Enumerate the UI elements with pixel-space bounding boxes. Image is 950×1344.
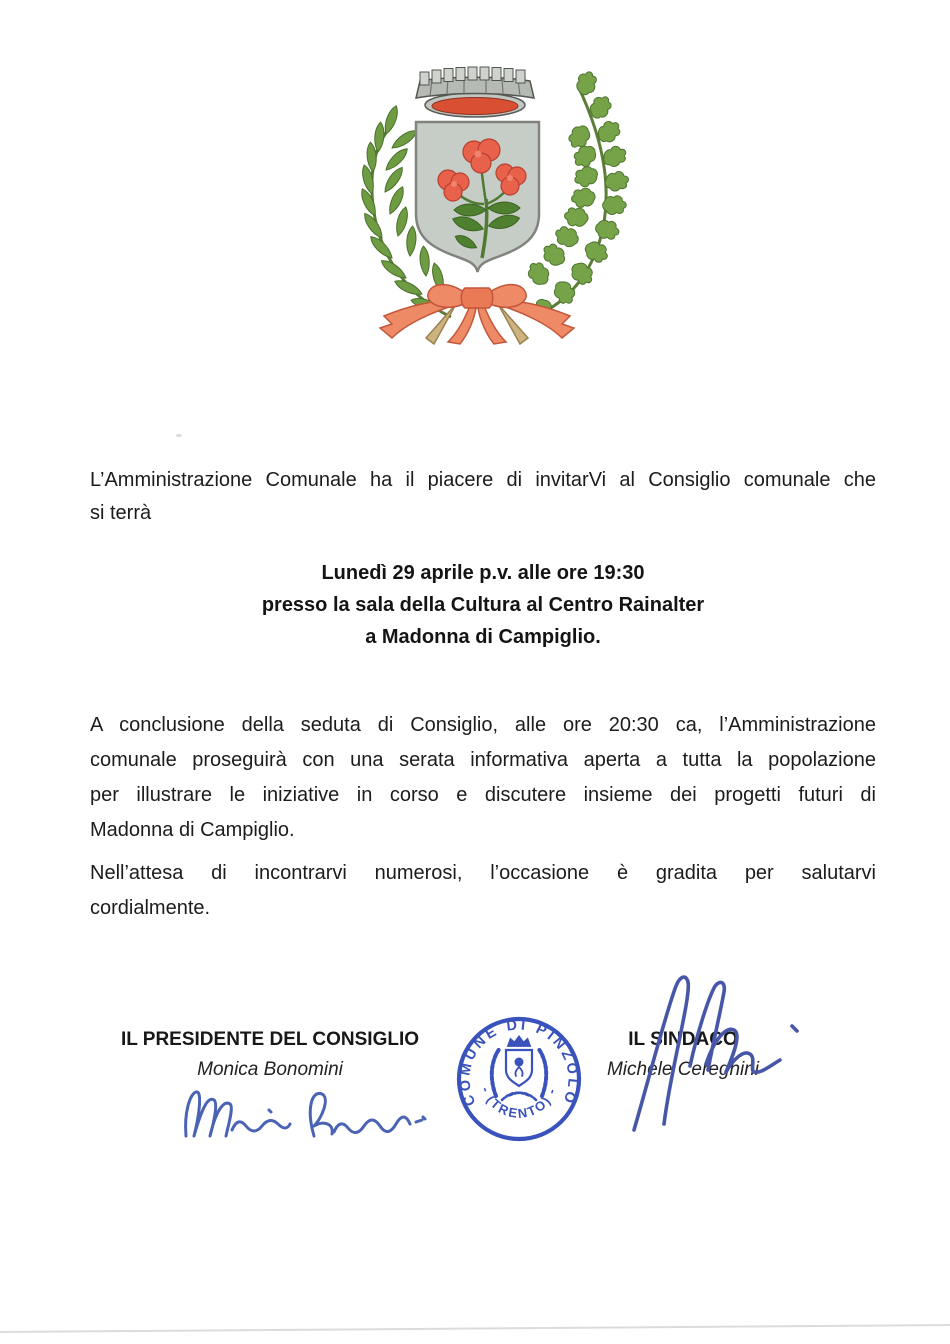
event-line-place: a Madonna di Campiglio. — [365, 626, 601, 648]
president-title: IL PRESIDENTE DEL CONSIGLIO — [120, 1029, 420, 1050]
municipal-coat-of-arms — [348, 52, 633, 347]
stamp-inner-crest-icon — [492, 1037, 546, 1101]
president-handwritten-signature — [176, 1078, 428, 1146]
body-paragraph — [90, 708, 876, 848]
paragraph-line: si terrà — [90, 502, 152, 524]
president-signature-block — [115, 1028, 425, 1082]
municipal-stamp — [452, 1010, 586, 1144]
oak-branch-icon — [525, 68, 629, 323]
stamp-top-text: COMUNE DI PINZOLO — [457, 1017, 581, 1109]
mayor-name: Michele Cereghini — [606, 1059, 760, 1080]
event-line-venue: presso la sala della Cultura al Centro Rainalter — [261, 594, 705, 616]
shield-icon — [416, 122, 539, 272]
paragraph-line: A conclusione della seduta di Consiglio, alle ore 20:30 ca, l’Amministrazione — [90, 714, 876, 736]
paragraph-line: cordialmente. — [90, 897, 211, 919]
paragraph-line: comunale proseguirà con una serata informativa aperta a tutta la popolazione — [90, 749, 876, 771]
paragraph-line: per illustrare le iniziative in corso e discutere insieme dei progetti futuri di — [90, 784, 876, 806]
intro-paragraph — [90, 464, 876, 530]
closing-paragraph — [90, 856, 876, 926]
ribbon-icon — [380, 285, 574, 344]
event-line-datetime: Lunedì 29 aprile p.v. alle ore 19:30 — [321, 562, 645, 584]
svg-text:- (TRENTO) - — [478, 1085, 559, 1121]
event-details-block — [90, 557, 876, 653]
paragraph-line: Nell’attesa di incontrarvi numerosi, l’occasione è gradita per salutarvi — [90, 862, 876, 884]
scan-line-artifact — [0, 1324, 950, 1333]
paragraph-line: Madonna di Campiglio. — [90, 819, 295, 841]
president-name: Monica Bonomini — [197, 1059, 343, 1080]
stamp-bottom-text: - (TRENTO) - — [478, 1084, 560, 1122]
mural-crown-icon — [416, 67, 534, 117]
paragraph-line: L’Amministrazione Comunale ha il piacere di invitarVi al Consiglio comunale che — [90, 469, 876, 491]
mayor-title: IL SINDACO — [628, 1029, 738, 1050]
mayor-signature-block — [573, 1028, 793, 1082]
scan-speck-artifact — [176, 434, 182, 437]
